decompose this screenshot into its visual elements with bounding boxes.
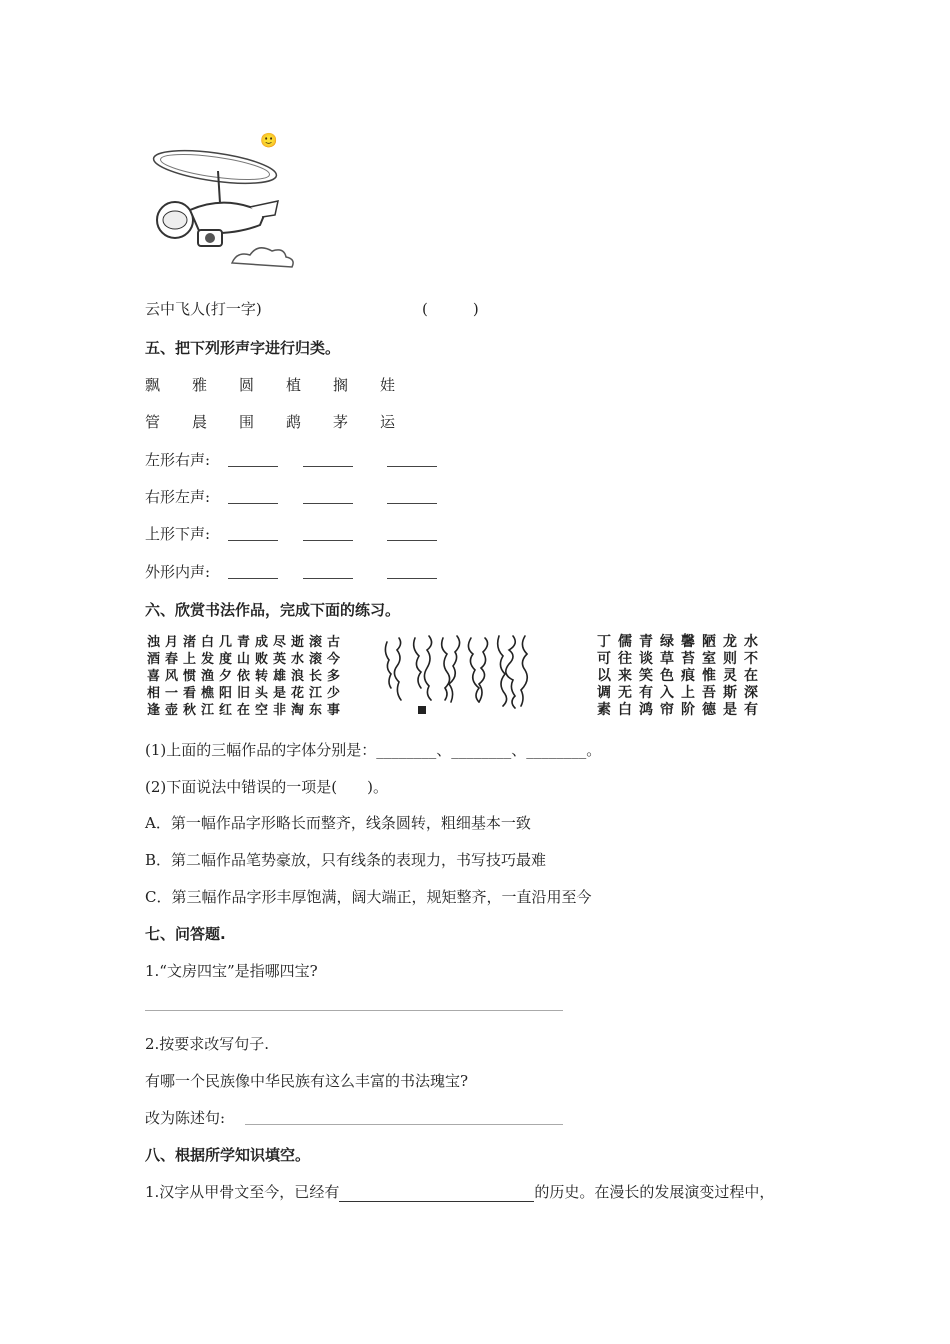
char: 飘 [145,376,161,394]
calligraphy-char: 一 [165,686,179,701]
calligraphy-char: 青 [237,635,251,650]
answer-blank[interactable] [387,577,437,579]
history-blank[interactable] [339,1185,534,1202]
answer-blank[interactable] [387,502,437,504]
calligraphy-char: 喜 [147,669,161,684]
char: 管 [145,413,161,431]
section8-heading: 八、根据所学知识填空。 [145,1146,311,1164]
calligraphy-char: 英 [273,652,287,667]
calligraphy-char: 逢 [147,703,161,718]
calligraphy-char: 度 [219,652,233,667]
calligraphy-char: 成 [255,635,269,650]
calligraphy-char: 灵 [723,668,737,684]
calligraphy-char: 月 [165,635,179,650]
calligraphy-char: 在 [237,703,251,718]
calligraphy-char: 淘 [291,703,305,718]
svg-text:🙂: 🙂 [260,133,278,149]
riddle-answer-paren[interactable]: ( ) [422,300,479,318]
calligraphy-char: 草 [660,651,674,667]
char: 运 [380,413,396,431]
answer-blank[interactable] [303,539,353,541]
question-8-1-prefix: 1.汉字从甲骨文至今，已经有 [145,1183,340,1201]
calligraphy-char: 笑 [639,668,653,684]
calligraphy-char: 东 [309,703,323,718]
char: 植 [286,376,302,394]
calligraphy-work-3 [593,632,768,718]
label-top-form-bottom-sound: 上形下声: [145,525,211,543]
calligraphy-char: 来 [618,668,632,684]
calligraphy-char: 斯 [723,685,737,701]
calligraphy-char: 有 [639,685,653,701]
calligraphy-char: 今 [327,652,341,667]
calligraphy-char: 相 [147,686,161,701]
calligraphy-work-1 [145,632,345,718]
calligraphy-char: 上 [681,685,695,701]
calligraphy-char: 苔 [681,651,695,667]
calligraphy-char: 上 [183,652,197,667]
option-b[interactable]: B．第二幅作品笔势豪放，只有线条的表现力，书写技巧最难 [145,851,547,869]
calligraphy-char: 浊 [147,635,161,650]
calligraphy-char: 长 [309,669,323,684]
calligraphy-char: 风 [165,669,179,684]
label-right-form-left-sound: 右形左声: [145,488,211,506]
calligraphy-char: 事 [327,703,341,718]
answer-blank[interactable] [303,465,353,467]
char: 雅 [192,376,208,394]
calligraphy-char: 空 [255,703,269,718]
question-6-2: (2)下面说法中错误的一项是( )。 [145,778,388,796]
calligraphy-char: 酒 [147,652,161,667]
calligraphy-char: 入 [660,685,674,701]
question-7-1: 1.“文房四宝”是指哪四宝? [145,962,318,980]
answer-line[interactable] [145,1010,563,1011]
answer-blank[interactable] [228,577,278,579]
rewrite-answer-line[interactable] [245,1124,563,1125]
answer-blank[interactable] [228,539,278,541]
calligraphy-char: 夕 [219,669,233,684]
answer-blank[interactable] [387,539,437,541]
section7-heading: 七、问答题. [145,925,226,943]
calligraphy-char: 惟 [702,668,716,684]
calligraphy-char: 陋 [702,634,716,650]
calligraphy-char: 几 [219,635,233,650]
calligraphy-char: 吾 [702,685,716,701]
char: 围 [239,413,255,431]
char: 茅 [333,413,349,431]
section5-heading: 五、把下列形声字进行归类。 [145,339,341,357]
calligraphy-char: 无 [618,685,632,701]
calligraphy-char: 尽 [273,635,287,650]
answer-blank[interactable] [228,465,278,467]
calligraphy-char: 滚 [309,652,323,667]
answer-blank[interactable] [387,465,437,467]
label-outer-form-inner-sound: 外形内声: [145,563,211,581]
question-7-2: 2.按要求改写句子. [145,1035,270,1053]
calligraphy-char: 看 [183,686,197,701]
calligraphy-char: 山 [237,652,251,667]
calligraphy-char: 以 [597,668,611,684]
calligraphy-char: 可 [597,651,611,667]
calligraphy-char: 花 [291,686,305,701]
calligraphy-char: 少 [327,686,341,701]
char: 搁 [333,376,349,394]
calligraphy-char: 雄 [273,669,287,684]
calligraphy-char: 往 [618,651,632,667]
calligraphy-char: 壶 [165,703,179,718]
char-row-2 [145,411,427,432]
calligraphy-char: 是 [273,686,287,701]
calligraphy-char: 龙 [723,634,737,650]
calligraphy-char: 深 [744,685,758,701]
calligraphy-char: 浪 [291,669,305,684]
sentence-to-rewrite: 有哪一个民族像中华民族有这么丰富的书法瑰宝? [145,1072,469,1090]
calligraphy-char: 非 [273,703,287,718]
option-a[interactable]: A．第一幅作品字形略长而整齐，线条圆转，粗细基本一致 [145,814,531,832]
option-c[interactable]: C．第三幅作品字形丰厚饱满，阔大端正，规矩整齐，一直沿用至今 [145,888,592,906]
question-6-1: (1)上面的三幅作品的字体分别是：________、________、________。 [145,741,602,759]
calligraphy-char: 绿 [660,634,674,650]
calligraphy-char: 色 [660,668,674,684]
calligraphy-char: 春 [165,652,179,667]
calligraphy-char: 是 [723,702,737,718]
calligraphy-char: 转 [255,669,269,684]
calligraphy-char: 多 [327,669,341,684]
calligraphy-char: 素 [597,702,611,718]
char: 鹉 [286,413,302,431]
flying-man-illustration [140,125,305,280]
char: 圆 [239,376,255,394]
calligraphy-char: 红 [219,703,233,718]
calligraphy-char: 痕 [681,668,695,684]
calligraphy-char: 惯 [183,669,197,684]
answer-blank[interactable] [228,502,278,504]
calligraphy-work-2 [375,632,535,718]
calligraphy-char: 鸿 [639,702,653,718]
calligraphy-char: 秋 [183,703,197,718]
char-row-1 [145,374,427,395]
calligraphy-char: 青 [639,634,653,650]
calligraphy-char: 发 [201,652,215,667]
calligraphy-char: 江 [201,703,215,718]
char: 晨 [192,413,208,431]
calligraphy-char: 调 [597,685,611,701]
calligraphy-char: 逝 [291,635,305,650]
section6-heading: 六、欣赏书法作品，完成下面的练习。 [145,601,401,619]
char: 娃 [380,376,396,394]
calligraphy-char: 不 [744,651,758,667]
calligraphy-char: 水 [744,634,758,650]
calligraphy-char: 则 [723,651,737,667]
calligraphy-char: 帘 [660,702,674,718]
answer-blank[interactable] [303,577,353,579]
label-left-form-right-sound: 左形右声: [145,451,211,469]
calligraphy-char: 儒 [618,634,632,650]
calligraphy-char: 谈 [639,651,653,667]
calligraphy-char: 江 [309,686,323,701]
question-8-1 [145,1181,774,1202]
calligraphy-char: 旧 [237,686,251,701]
calligraphy-char: 渔 [201,669,215,684]
calligraphy-char: 阶 [681,702,695,718]
calligraphy-char: 阳 [219,686,233,701]
calligraphy-char: 有 [744,702,758,718]
calligraphy-char: 滚 [309,635,323,650]
calligraphy-char: 古 [327,635,341,650]
calligraphy-char: 白 [201,635,215,650]
calligraphy-char: 水 [291,652,305,667]
riddle-question: 云中飞人(打一字) [145,300,262,318]
rewrite-label: 改为陈述句: [145,1109,226,1127]
calligraphy-char: 室 [702,651,716,667]
calligraphy-char: 败 [255,652,269,667]
calligraphy-char: 白 [618,702,632,718]
calligraphy-char: 渚 [183,635,197,650]
calligraphy-char: 德 [702,702,716,718]
calligraphy-char: 樵 [201,686,215,701]
calligraphy-char: 馨 [681,634,695,650]
question-8-1-suffix: 的历史。在漫长的发展演变过程中， [534,1183,775,1201]
calligraphy-char: 在 [744,668,758,684]
calligraphy-char: 头 [255,686,269,701]
answer-blank[interactable] [303,502,353,504]
calligraphy-char: 丁 [597,634,611,650]
calligraphy-char: 依 [237,669,251,684]
